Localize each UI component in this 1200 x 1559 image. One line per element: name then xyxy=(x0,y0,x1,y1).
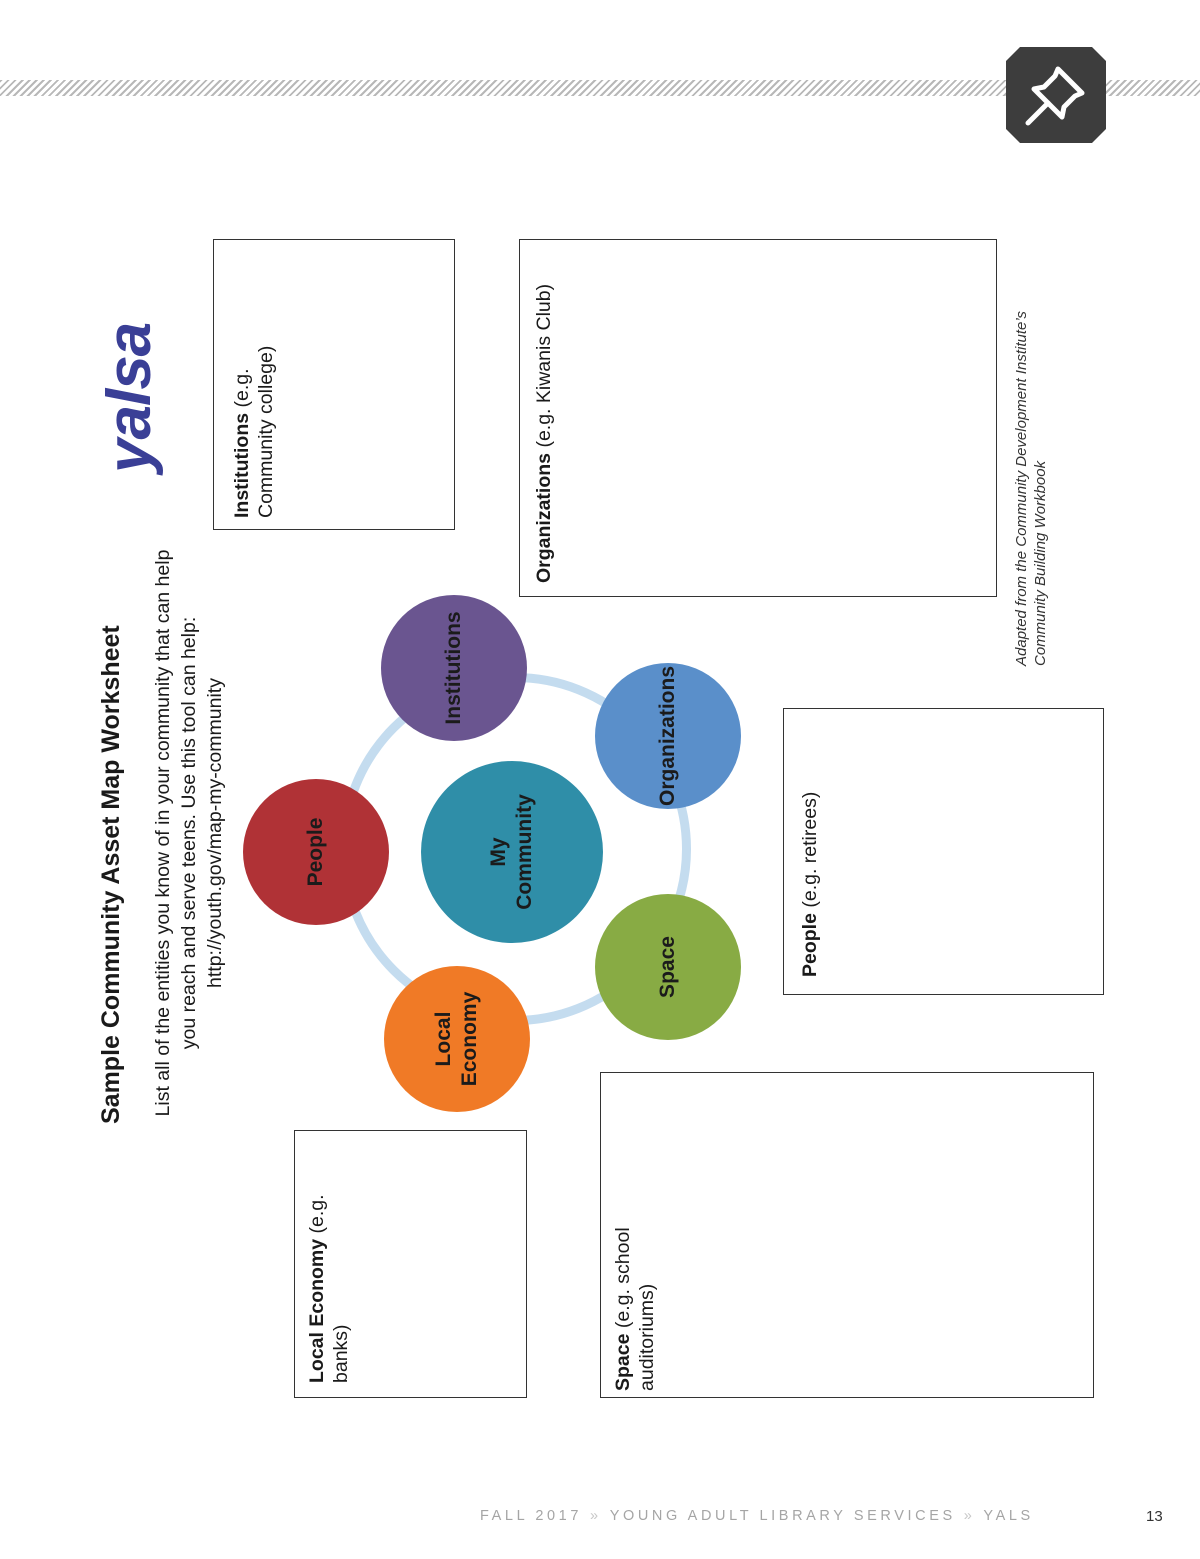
circle-my-community: My Community xyxy=(421,761,603,943)
footer-abbr: YALS xyxy=(983,1508,1034,1524)
space-box-label: Space (e.g. school auditoriums) xyxy=(612,1227,658,1391)
local-economy-box-label: Local Economy (e.g. banks) xyxy=(306,1194,352,1383)
source-credit: Adapted from the Community Development Institute’s Community Building Workbook xyxy=(1013,311,1049,666)
intro-line-2: you reach and serve teens. Use this tool can help: xyxy=(178,616,200,1050)
organizations-box[interactable] xyxy=(519,239,997,597)
institutions-box-heading: Institutions xyxy=(231,412,253,518)
space-box-heading: Space xyxy=(612,1333,634,1391)
pushpin-badge xyxy=(1006,47,1106,143)
footer-season: FALL 2017 xyxy=(480,1508,583,1524)
circle-people: People xyxy=(243,779,389,925)
worksheet-title: Sample Community Asset Map Worksheet xyxy=(97,625,125,1124)
people-box[interactable] xyxy=(783,708,1104,995)
institutions-box[interactable] xyxy=(213,239,455,530)
intro-url: http://youth.gov/map-my-community xyxy=(204,678,226,988)
circle-space: Space xyxy=(595,894,741,1040)
logo-text: yalsa xyxy=(95,322,164,473)
organizations-box-label: Organizations (e.g. Kiwanis Club) xyxy=(533,283,555,583)
intro-line-1: List all of the entities you know of in your community that can help xyxy=(152,549,174,1117)
circle-organizations: Organizations xyxy=(595,663,741,809)
institutions-box-label: Institutions (e.g. Community college) xyxy=(231,345,277,518)
people-box-heading: People xyxy=(799,913,821,977)
circle-institutions: Institutions xyxy=(381,595,527,741)
page-number: 13 xyxy=(1146,1508,1163,1525)
local-economy-box[interactable] xyxy=(294,1130,527,1398)
space-box[interactable] xyxy=(600,1072,1094,1398)
footer-publication: YOUNG ADULT LIBRARY SERVICES xyxy=(609,1508,956,1524)
organizations-box-heading: Organizations xyxy=(533,452,555,583)
footer-separator: » xyxy=(590,1508,602,1524)
circle-local-economy: Local Economy xyxy=(384,966,530,1112)
pushpin-icon xyxy=(1020,59,1092,131)
footer-separator: » xyxy=(963,1508,976,1524)
yalsa-logo xyxy=(95,253,164,475)
worksheet-intro xyxy=(150,508,228,1158)
people-box-label: People (e.g. retirees) xyxy=(799,791,821,977)
page-footer xyxy=(480,1508,1034,1524)
local-economy-box-heading: Local Economy xyxy=(306,1238,328,1383)
